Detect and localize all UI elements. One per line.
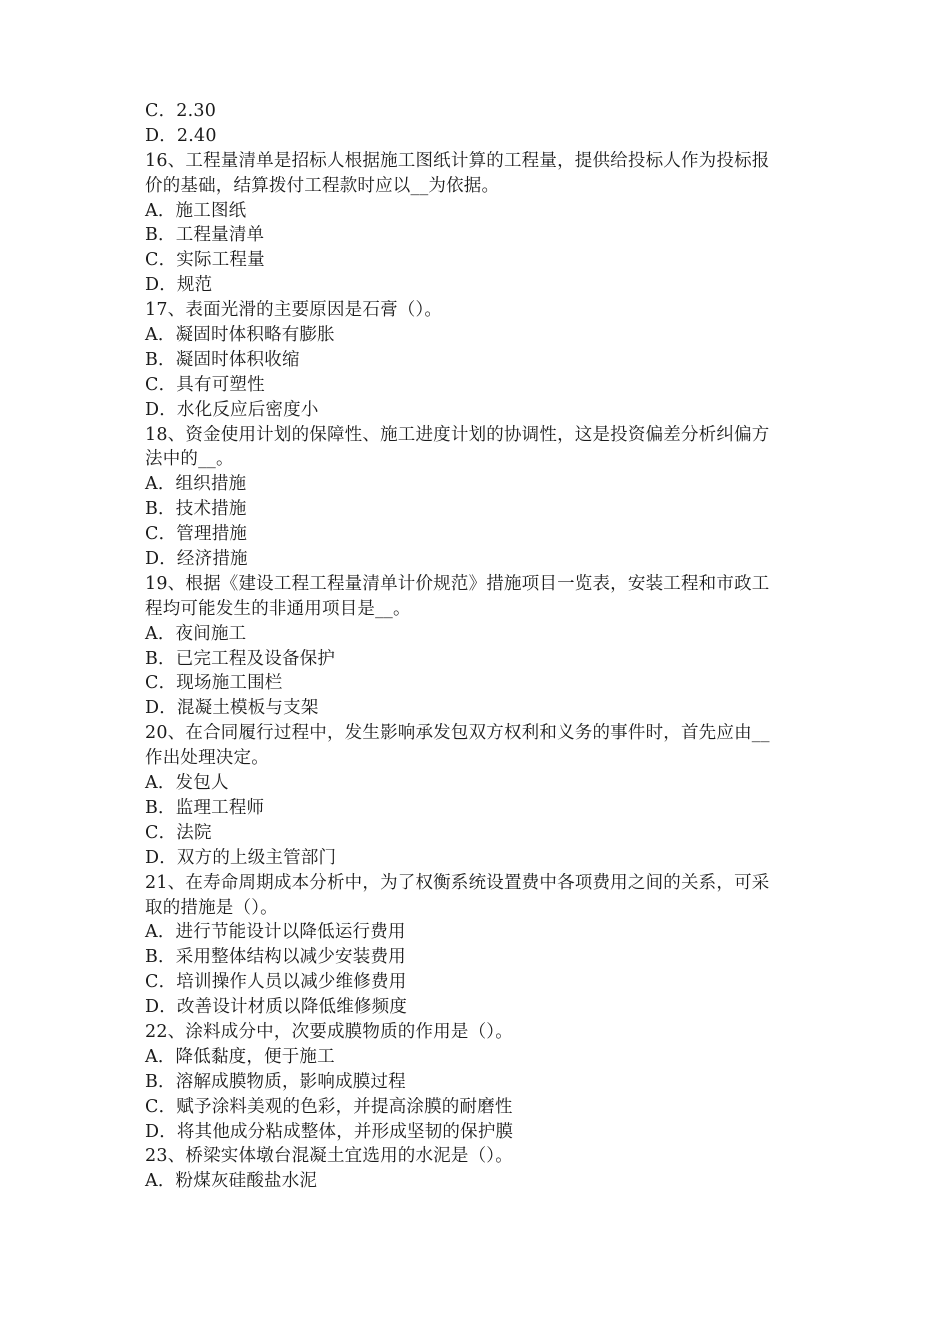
document-body (145, 99, 817, 1194)
text-line: D．水化反应后密度小 (145, 399, 319, 420)
text-line: 22、涂料成分中，次要成膜物质的作用是（）。 (145, 1021, 513, 1042)
text-line: C．法院 (145, 822, 212, 843)
text-line: C．赋予涂料美观的色彩，并提高涂膜的耐磨性 (145, 1096, 513, 1117)
text-line: 19、根据《建设工程工程量清单计价规范》措施项目一览表，安装工程和市政工 (145, 573, 770, 594)
text-line: 23、桥梁实体墩台混凝土宜选用的水泥是（）。 (145, 1146, 513, 1167)
text-line: C．现场施工围栏 (145, 673, 283, 694)
text-line: B．凝固时体积收缩 (145, 349, 300, 370)
text-line: 程均可能发生的非通用项目是__。 (145, 598, 411, 619)
text-line: B．技术措施 (145, 499, 247, 520)
text-line: C．培训操作人员以减少维修费用 (145, 972, 407, 993)
text-line: C．2.30 (145, 101, 217, 121)
text-line: A．粉煤灰硅酸盐水泥 (145, 1171, 318, 1192)
text-line: C．管理措施 (145, 524, 248, 545)
text-line: C．实际工程量 (145, 250, 265, 271)
text-line: B．已完工程及设备保护 (145, 648, 336, 669)
text-line: 21、在寿命周期成本分析中，为了权衡系统设置费中各项费用之间的关系，可采 (145, 872, 770, 893)
text-line: 价的基础，结算拨付工程款时应以__为依据。 (145, 175, 500, 196)
text-line: D．2.40 (145, 125, 217, 146)
text-line: 作出处理决定。 (145, 748, 269, 769)
text-line: 18、资金使用计划的保障性、施工进度计划的协调性，这是投资偏差分析纠偏方 (145, 424, 770, 445)
text-line: D．规范 (145, 275, 213, 296)
text-line: A．降低黏度，便于施工 (145, 1046, 335, 1067)
text-line: B．监理工程师 (145, 797, 265, 818)
text-line: B．工程量清单 (145, 225, 265, 246)
text-line: D．将其他成分粘成整体，并形成坚韧的保护膜 (145, 1121, 514, 1142)
text-line: C．具有可塑性 (145, 374, 265, 395)
text-line: A．施工图纸 (145, 200, 247, 221)
text-line: 17、表面光滑的主要原因是石膏（）。 (145, 300, 443, 321)
text-line: B．采用整体结构以减少安装费用 (145, 947, 406, 968)
text-line: D．混凝土模板与支架 (145, 698, 319, 719)
text-line: A．发包人 (145, 773, 229, 794)
text-line: 16、工程量清单是招标人根据施工图纸计算的工程量，提供给投标人作为投标报 (145, 150, 770, 171)
text-line: A．进行节能设计以降低运行费用 (145, 922, 406, 943)
text-line: 取的措施是（）。 (145, 897, 278, 918)
text-line: D．双方的上级主管部门 (145, 847, 337, 868)
text-line: 20、在合同履行过程中，发生影响承发包双方权利和义务的事件时，首先应由__ (145, 723, 770, 744)
text-line: 法中的__。 (145, 449, 234, 470)
text-line: D．经济措施 (145, 549, 248, 570)
text-line: A．组织措施 (145, 474, 247, 495)
text-line: B．溶解成膜物质，影响成膜过程 (145, 1071, 406, 1092)
text-line: A．夜间施工 (145, 623, 247, 644)
text-line: D．改善设计材质以降低维修频度 (145, 997, 408, 1018)
text-line: A．凝固时体积略有膨胀 (145, 325, 335, 346)
